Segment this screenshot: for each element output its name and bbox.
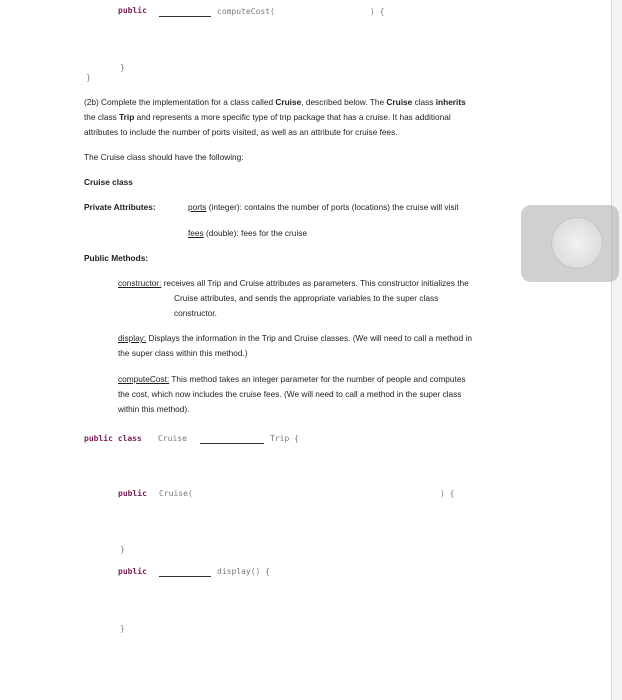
code-close-brace: } xyxy=(86,73,91,82)
task-text-bold: Cruise xyxy=(275,97,302,107)
constructor-description xyxy=(118,276,469,321)
code-constructor: Cruise( xyxy=(159,489,193,498)
fees-attribute xyxy=(188,226,307,241)
code-close-brace: } xyxy=(120,545,125,554)
public-methods-label: Public Methods: xyxy=(84,253,149,263)
task-text: the class xyxy=(84,112,120,122)
display-text: the super class within this method.) xyxy=(118,348,248,358)
code-paren-brace: ) { xyxy=(370,7,385,16)
code-trip: Trip { xyxy=(270,434,299,443)
ports-attribute xyxy=(188,200,459,215)
page-margin xyxy=(612,0,622,700)
following-text: The Cruise class should have the following: xyxy=(84,152,244,162)
code-public-class-keyword: public class xyxy=(84,434,142,443)
code-public-keyword: public xyxy=(118,489,147,498)
compute-cost-description xyxy=(118,372,466,417)
compute-cost-text: the cost, which now includes the cruise fees. (We will need to call a method in the super class xyxy=(118,389,462,399)
code-close-brace: } xyxy=(120,624,125,633)
fees-description: (double): fees for the cruise xyxy=(203,228,307,238)
class-heading: Cruise class xyxy=(84,177,133,187)
code-display: display() { xyxy=(217,567,270,576)
code-close-brace: } xyxy=(120,63,125,72)
code-class-name: Cruise xyxy=(158,434,187,443)
task-text: , described below. The xyxy=(301,97,387,107)
constructor-text: receives all Trip and Cruise attributes as parameters. This constructor initializes the xyxy=(161,278,469,288)
code-paren-brace: ) { xyxy=(440,489,455,498)
task-text-bold: Cruise xyxy=(386,97,413,107)
task-description xyxy=(84,95,466,140)
constructor-text: Cruise attributes, and sends the appropriate variables to the super class xyxy=(174,293,439,303)
compute-cost-name: computeCost: xyxy=(118,374,170,384)
floating-assist-button[interactable] xyxy=(521,205,619,282)
compute-cost-text: This method takes an integer parameter for the number of people and computes xyxy=(169,374,466,384)
fees-name: fees xyxy=(188,228,204,238)
task-text-bold: inherits xyxy=(435,97,466,107)
code-public-keyword: public xyxy=(118,6,147,15)
answer-blank xyxy=(159,576,211,577)
page-edge xyxy=(611,0,612,700)
ports-description: (integer): contains the number of ports (locations) the cruise will visit xyxy=(206,202,459,212)
ports-name: ports xyxy=(188,202,207,212)
assist-circle-icon xyxy=(551,217,603,269)
answer-blank xyxy=(159,16,211,17)
task-text-bold: Trip xyxy=(119,112,135,122)
code-public-keyword: public xyxy=(118,567,147,576)
answer-blank xyxy=(200,443,264,444)
code-compute-cost: computeCost( xyxy=(217,7,275,16)
task-text: class xyxy=(412,97,436,107)
task-text: attributes to include the number of ports visited, as well as an attribute for cruise fees. xyxy=(84,127,398,137)
display-name: display: xyxy=(118,333,147,343)
task-text: and represents a more specific type of trip package that has a cruise. It has additional xyxy=(134,112,451,122)
display-description xyxy=(118,331,472,361)
compute-cost-text: within this method). xyxy=(118,404,190,414)
constructor-text: constructor. xyxy=(174,308,217,318)
display-text: Displays the information in the Trip and Cruise classes. (We will need to call a method in xyxy=(146,333,473,343)
constructor-name: constructor: xyxy=(118,278,162,288)
task-text: (2b) Complete the implementation for a class called xyxy=(84,97,276,107)
private-attributes-label: Private Attributes: xyxy=(84,202,156,212)
